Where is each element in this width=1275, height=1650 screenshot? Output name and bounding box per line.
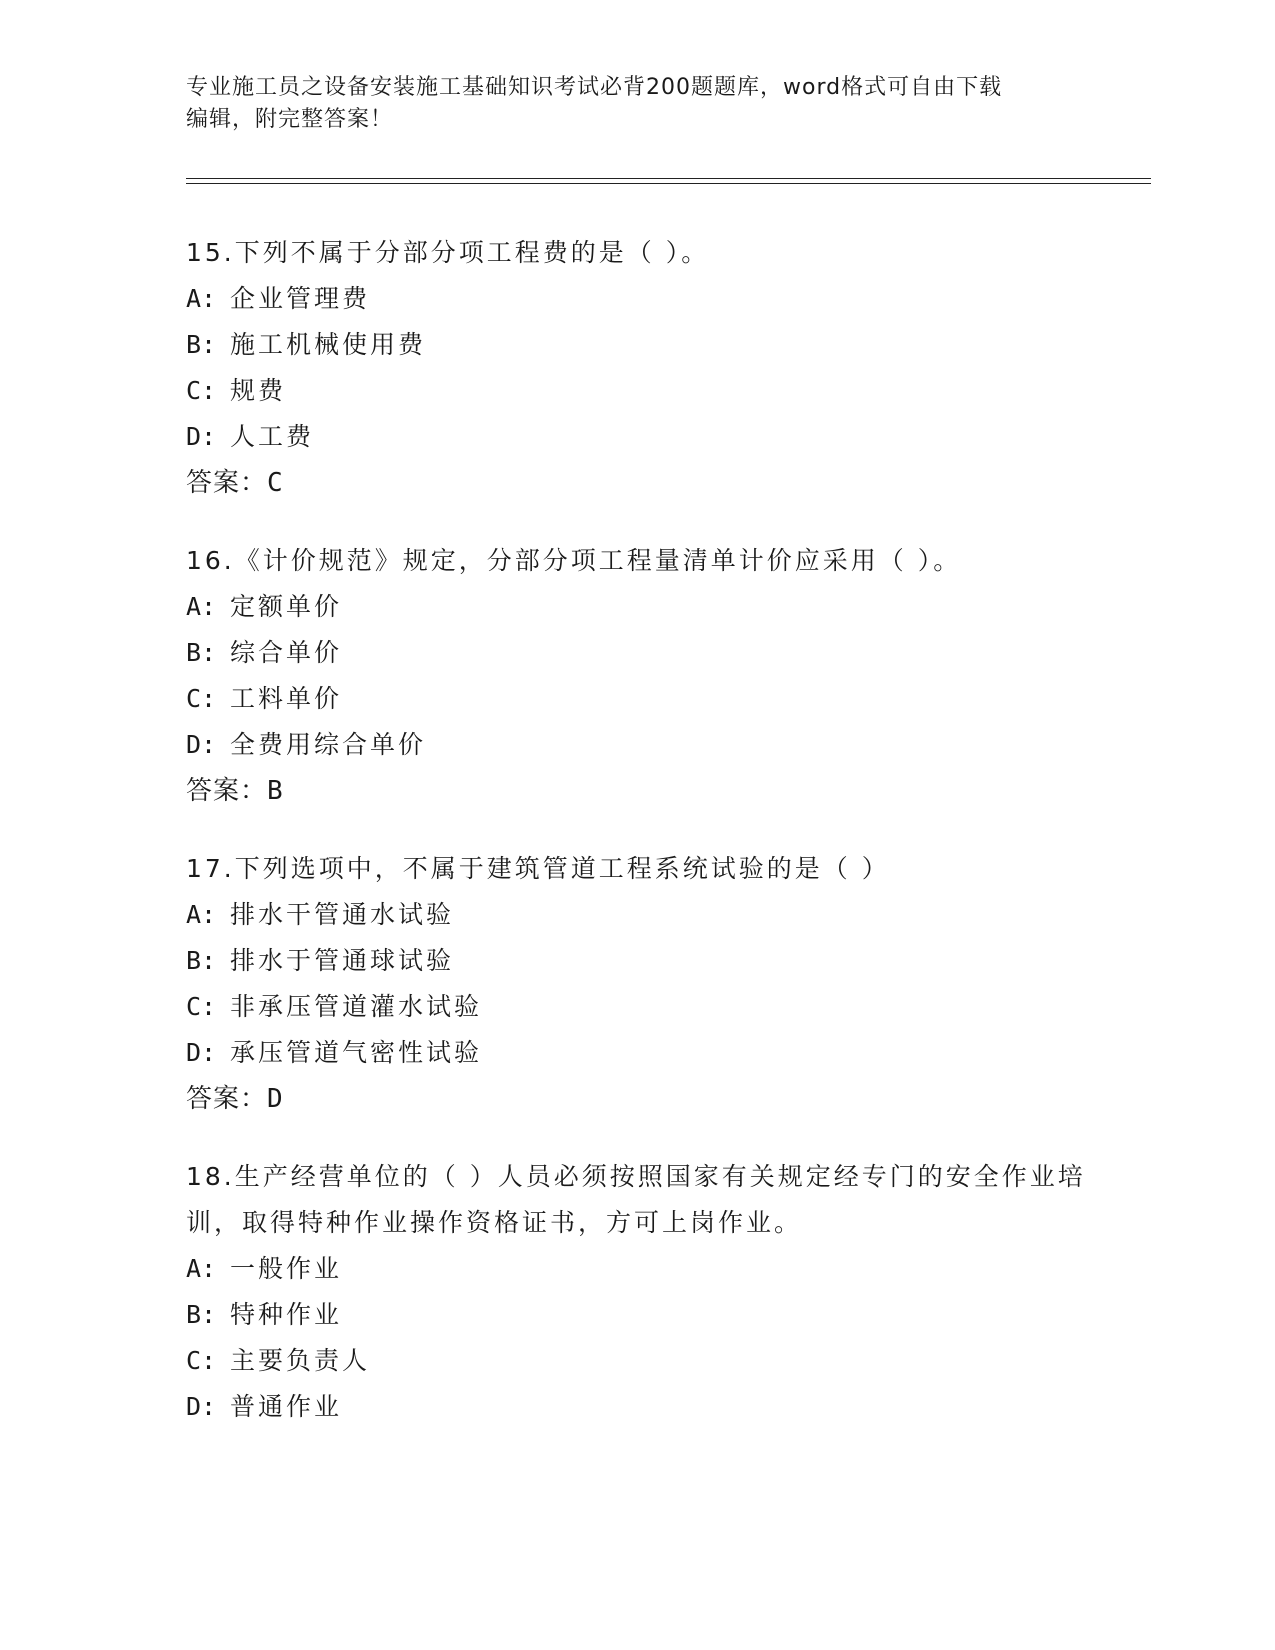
option-letter: C: bbox=[186, 1346, 217, 1375]
question-16 bbox=[186, 538, 1086, 814]
option-letter: D: bbox=[186, 1392, 217, 1421]
option-c bbox=[186, 368, 1086, 414]
option-b bbox=[186, 322, 1086, 368]
option-text: 排水干管通水试验 bbox=[230, 900, 455, 929]
option-text: 综合单价 bbox=[230, 638, 343, 667]
document-header bbox=[186, 72, 1066, 136]
question-stem: 18.生产经营单位的（ ）人员必须按照国家有关规定经专门的安全作业培训，取得特种作业操作资格证书，方可上岗作业。 bbox=[186, 1162, 1086, 1237]
option-a bbox=[186, 276, 1086, 322]
option-b bbox=[186, 1292, 1086, 1338]
option-a bbox=[186, 1246, 1086, 1292]
header-divider-bottom bbox=[186, 183, 1151, 184]
option-letter: B: bbox=[186, 638, 217, 667]
option-letter: A: bbox=[186, 900, 217, 929]
header-divider-top bbox=[186, 178, 1151, 179]
option-a bbox=[186, 892, 1086, 938]
option-d bbox=[186, 1030, 1086, 1076]
option-b bbox=[186, 630, 1086, 676]
option-text: 规费 bbox=[230, 376, 287, 405]
answer-label: 答案： bbox=[186, 468, 268, 498]
answer-label: 答案： bbox=[186, 1084, 268, 1114]
option-d bbox=[186, 722, 1086, 768]
option-text: 人工费 bbox=[230, 422, 315, 451]
answer-value: B bbox=[267, 776, 284, 806]
question-18 bbox=[186, 1154, 1086, 1430]
answer-line bbox=[186, 460, 1086, 506]
option-letter: B: bbox=[186, 1300, 217, 1329]
option-b bbox=[186, 938, 1086, 984]
option-text: 工料单价 bbox=[230, 684, 343, 713]
answer-value: D bbox=[267, 1084, 284, 1114]
option-letter: A: bbox=[186, 284, 217, 313]
option-text: 非承压管道灌水试验 bbox=[230, 992, 483, 1021]
option-c bbox=[186, 676, 1086, 722]
question-17 bbox=[186, 846, 1086, 1122]
option-c bbox=[186, 1338, 1086, 1384]
option-text: 施工机械使用费 bbox=[230, 330, 427, 359]
option-text: 特种作业 bbox=[230, 1300, 343, 1329]
header-line-1: 专业施工员之设备安装施工基础知识考试必背200题题库，word格式可自由下载 bbox=[186, 75, 1003, 100]
option-text: 主要负责人 bbox=[230, 1346, 371, 1375]
option-letter: D: bbox=[186, 730, 217, 759]
option-text: 全费用综合单价 bbox=[230, 730, 427, 759]
header-line-2: 编辑，附完整答案！ bbox=[186, 107, 394, 132]
answer-value: C bbox=[267, 468, 284, 498]
question-15 bbox=[186, 230, 1086, 506]
option-letter: C: bbox=[186, 684, 217, 713]
question-stem: 17.下列选项中，不属于建筑管道工程系统试验的是（ ） bbox=[186, 854, 890, 883]
option-text: 企业管理费 bbox=[230, 284, 371, 313]
option-text: 排水于管通球试验 bbox=[230, 946, 455, 975]
option-c bbox=[186, 984, 1086, 1030]
question-list bbox=[186, 230, 1086, 1462]
option-letter: D: bbox=[186, 422, 217, 451]
option-text: 定额单价 bbox=[230, 592, 343, 621]
option-letter: C: bbox=[186, 376, 217, 405]
answer-line bbox=[186, 768, 1086, 814]
question-stem: 16.《计价规范》规定，分部分项工程量清单计价应采用（ ）。 bbox=[186, 546, 962, 575]
option-text: 一般作业 bbox=[230, 1254, 343, 1283]
option-a bbox=[186, 584, 1086, 630]
option-d bbox=[186, 414, 1086, 460]
option-letter: C: bbox=[186, 992, 217, 1021]
option-letter: D: bbox=[186, 1038, 217, 1067]
answer-label: 答案： bbox=[186, 776, 268, 806]
option-text: 普通作业 bbox=[230, 1392, 343, 1421]
option-letter: A: bbox=[186, 1254, 217, 1283]
answer-line bbox=[186, 1076, 1086, 1122]
option-letter: A: bbox=[186, 592, 217, 621]
option-letter: B: bbox=[186, 330, 217, 359]
option-letter: B: bbox=[186, 946, 217, 975]
question-stem: 15.下列不属于分部分项工程费的是（ ）。 bbox=[186, 238, 710, 267]
option-d bbox=[186, 1384, 1086, 1430]
option-text: 承压管道气密性试验 bbox=[230, 1038, 483, 1067]
